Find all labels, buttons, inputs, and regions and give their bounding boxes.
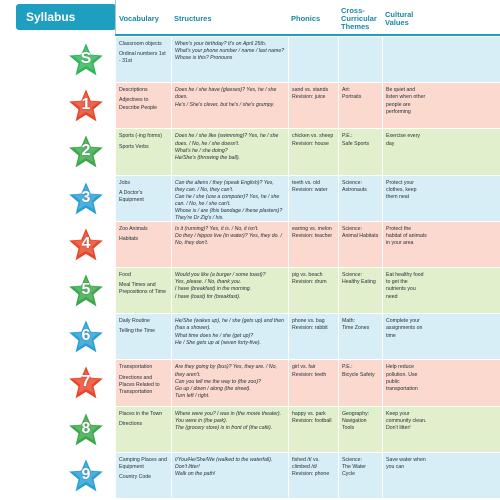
cell-line: Meal Times and Prepositions of Time — [119, 282, 166, 296]
row-band — [115, 360, 500, 405]
cell-line: Revision: drum — [292, 279, 327, 286]
cell-line: Eat healthy food to get the nutrients you need — [386, 272, 424, 300]
cell-line: Where were you? I was in (the movie theater). — [175, 410, 282, 417]
structures-cell — [171, 129, 288, 174]
cell-line: Ordinal numbers 1st - 31st — [119, 51, 166, 65]
unit-star — [66, 86, 116, 128]
themes-cell — [338, 83, 382, 128]
structures-cell — [171, 407, 288, 452]
cell-line: Descriptions — [119, 87, 148, 94]
unit-number: 8 — [81, 419, 91, 437]
cell-line: Protect the habitat of animals in your area — [386, 225, 427, 247]
phonics-cell — [288, 360, 338, 405]
row-band — [115, 314, 500, 359]
structures-cell — [171, 37, 288, 82]
cell-line: Bicycle Safety — [342, 371, 375, 378]
cell-line: Does he / she have (glasses)? Yes, he / she does. — [175, 87, 277, 101]
col-header-vocabulary: Vocabulary — [115, 0, 171, 36]
values-cell — [382, 453, 430, 498]
cell-line: Camping Places and Equipment — [119, 456, 167, 470]
vocabulary-cell — [115, 37, 171, 82]
cell-line: He's / She's clever, but he's / she's grumpy. — [175, 101, 275, 108]
syllabus-row — [0, 37, 500, 83]
vocabulary-cell — [115, 407, 171, 452]
phonics-cell — [288, 222, 338, 267]
cell-line: Can the aliens / they (speak English)? Yes, they can. / No, they can't. — [175, 179, 274, 193]
values-cell — [382, 222, 430, 267]
values-cell — [382, 37, 430, 82]
cell-line: I/You/He/She/We (walked to the waterfall). — [175, 456, 273, 463]
cell-line: Math: — [342, 318, 355, 325]
syllabus-row — [0, 314, 500, 360]
vocabulary-cell — [115, 314, 171, 359]
cell-line: Time Zones — [342, 325, 370, 332]
cell-line: Art: — [342, 87, 351, 94]
phonics-cell — [288, 407, 338, 452]
cell-line: You were in (the park). — [175, 417, 228, 424]
cell-line: Safe Sports — [342, 140, 370, 147]
cell-line: Revision: juice — [292, 94, 326, 101]
syllabus-row — [0, 129, 500, 175]
phonics-cell — [288, 268, 338, 313]
row-band — [115, 129, 500, 174]
cell-line: Healthy Eating — [342, 279, 376, 286]
cell-line: Sports (-ing forms) — [119, 133, 162, 140]
cell-line: Protect your clothes, keep them neat — [386, 179, 417, 200]
unit-star — [66, 179, 116, 221]
cell-line: Country Code — [119, 474, 152, 481]
cell-line: fished /t/ vs. climbed /d/ — [292, 456, 320, 470]
unit-star — [66, 225, 116, 267]
syllabus-tab: Syllabus — [16, 4, 116, 30]
unit-star — [66, 410, 116, 452]
unit-number: 1 — [81, 96, 91, 114]
cell-line: Save water when you can — [386, 456, 426, 470]
cell-line: He/She's (throwing the ball). — [175, 154, 241, 161]
col-header-structures: Structures — [174, 13, 212, 23]
cell-line: Science: — [342, 225, 362, 232]
unit-star — [66, 363, 116, 405]
themes-cell — [338, 37, 382, 82]
syllabus-row — [0, 222, 500, 268]
cell-line: Help reduce pollution. Use public transportation — [386, 364, 418, 392]
cell-line: Revision: house — [292, 140, 329, 147]
unit-number: 3 — [81, 188, 91, 206]
cell-line: pig vs. beach — [292, 272, 323, 278]
cell-line: Directions — [119, 420, 143, 427]
vocabulary-cell — [115, 268, 171, 313]
cell-line: Keep your community clean. Don't litter! — [386, 410, 427, 431]
cell-line: I have (breakfast) in the morning. — [175, 286, 252, 293]
cell-line: Places in the Town — [119, 410, 163, 417]
cell-line: Exercise every day — [386, 133, 421, 147]
row-band — [115, 37, 500, 82]
phonics-cell — [288, 176, 338, 221]
col-header-phonics: Phonics — [291, 13, 321, 23]
cell-line: Science: — [342, 272, 362, 278]
cell-line: Geography: — [342, 410, 370, 417]
cell-line: Daily Routine — [119, 318, 150, 325]
cell-line: Go up / down / along (the street). — [175, 385, 251, 392]
structures-cell — [171, 83, 288, 128]
syllabus-row — [0, 83, 500, 129]
row-band — [115, 453, 500, 498]
syllabus-row — [0, 176, 500, 222]
cell-line: Transportation — [119, 364, 153, 371]
cell-line: Habitats — [119, 235, 139, 242]
values-cell — [382, 314, 430, 359]
values-cell — [382, 407, 430, 452]
themes-cell — [338, 314, 382, 359]
vocabulary-cell — [115, 453, 171, 498]
cell-line: What's your phone number / name / last name? — [175, 48, 285, 55]
cell-line: A Doctor's Equipment — [119, 189, 144, 203]
unit-number: 9 — [81, 465, 91, 483]
structures-cell — [171, 268, 288, 313]
row-band — [115, 268, 500, 313]
cell-line: Revision: football — [292, 417, 332, 424]
cell-line: happy vs. park — [292, 410, 326, 417]
unit-star — [66, 456, 116, 498]
cell-line: Can he / she (use a computer)? Yes, he / she can. / No, he / she can't. — [175, 193, 280, 208]
cell-line: Science: — [342, 456, 362, 463]
header-underline — [115, 34, 500, 36]
unit-number: S — [80, 50, 92, 67]
cell-line: Are they going by (bus)? Yes, they are. / No, they aren't. — [175, 364, 277, 378]
col-header-themes: Cross-Curricular Themes — [341, 5, 377, 32]
cell-line: Science: — [342, 179, 362, 186]
cell-line: Whose is / are (this bandage / these plasters)? They're Dr Zig's / his. — [175, 208, 283, 221]
cell-line: Revision: rabbit — [292, 325, 328, 332]
row-band — [115, 407, 500, 452]
structures-cell — [171, 453, 288, 498]
vocabulary-cell — [115, 176, 171, 221]
cell-line: Complete your assignments on time — [386, 318, 423, 339]
values-cell — [382, 83, 430, 128]
row-band — [115, 176, 500, 221]
cell-line: Portraits — [342, 94, 362, 101]
cell-line: Turn left / right. — [175, 393, 210, 400]
phonics-cell — [288, 453, 338, 498]
phonics-cell — [288, 37, 338, 82]
cell-line: He/She (wakes up), he / she (gets up) and then (has a shower). — [175, 318, 285, 332]
cell-line: Zoo Animals — [119, 225, 148, 232]
col-header-values: Cultural Values — [385, 9, 414, 27]
cell-line: Do they / hippos live (in water)? Yes, they do. / No, they don't. — [175, 232, 282, 247]
themes-cell — [338, 222, 382, 267]
cell-line: Be quiet and listen when other people are performing — [386, 87, 426, 115]
unit-number: 4 — [81, 234, 91, 252]
cell-line: Revision: phone — [292, 471, 330, 478]
unit-number: 2 — [81, 142, 91, 160]
cell-line: Astronauts — [342, 186, 367, 193]
unit-star — [66, 271, 116, 313]
cell-line: The (grocery store) is in front of (the café). — [175, 424, 273, 431]
structures-cell — [171, 360, 288, 405]
header-row — [0, 0, 500, 36]
vocabulary-cell — [115, 222, 171, 267]
cell-line: phone vs. bag — [292, 318, 325, 325]
cell-line: Revision: water — [292, 186, 328, 193]
vocabulary-cell — [115, 360, 171, 405]
unit-number: 7 — [81, 373, 91, 391]
cell-line: Is it (running)? Yes, it is. / No, it isn't. — [175, 225, 259, 232]
cell-line: P.E.: — [342, 364, 353, 371]
cell-line: Telling the Time — [119, 328, 156, 335]
cell-line: Animal Habitats — [342, 232, 379, 239]
themes-cell — [338, 407, 382, 452]
cell-line: Classroom objects — [119, 41, 162, 47]
syllabus-row — [0, 453, 500, 499]
syllabus-row — [0, 268, 500, 314]
syllabus-row — [0, 360, 500, 406]
values-cell — [382, 176, 430, 221]
cell-line: chicken vs. sheep — [292, 133, 334, 140]
cell-line: Revision: teacher — [292, 232, 333, 239]
cell-line: girl vs. fair — [292, 364, 316, 371]
values-cell — [382, 360, 430, 405]
cell-line: Navigation Tools — [342, 417, 367, 431]
cell-line: sand vs. stands — [292, 87, 329, 94]
cell-line: Adjectives to Describe People — [119, 97, 158, 111]
cell-line: I have (toast) for (breakfast). — [175, 293, 241, 300]
cell-line: Does he / she like (swimming)? Yes, he / she does. / No, he / she doesn't. — [175, 133, 279, 147]
unit-star — [66, 40, 116, 82]
cell-line: Whose is this? Pronouns — [175, 55, 233, 62]
cell-line: Revision: teeth — [292, 371, 327, 378]
syllabus-row — [0, 407, 500, 453]
vocabulary-cell — [115, 129, 171, 174]
structures-cell — [171, 314, 288, 359]
cell-line: Can you tell me the way to (the zoo)? — [175, 378, 261, 385]
themes-cell — [338, 453, 382, 498]
cell-line: earring vs. melon — [292, 225, 332, 232]
cell-line: Don't litter! — [175, 463, 200, 470]
phonics-cell — [288, 314, 338, 359]
values-cell — [382, 129, 430, 174]
cell-line: What time does he / she (get up)? — [175, 332, 254, 339]
phonics-cell — [288, 83, 338, 128]
unit-number: 6 — [81, 327, 91, 345]
cell-line: The Water Cycle — [342, 463, 367, 478]
cell-line: Food — [119, 272, 131, 278]
unit-number: 5 — [81, 281, 91, 298]
themes-cell — [338, 176, 382, 221]
themes-cell — [338, 360, 382, 405]
cell-line: Would you like (a burger / some toast)? — [175, 272, 266, 278]
cell-line: teeth vs. old — [292, 179, 320, 186]
unit-star — [66, 317, 116, 359]
values-cell — [382, 268, 430, 313]
cell-line: Jobs — [119, 179, 130, 186]
vocabulary-cell — [115, 83, 171, 128]
cell-line: When's your birthday? It's on April 25th. — [175, 41, 267, 47]
cell-line: P.E.: — [342, 133, 353, 140]
cell-line: He / She gets up at (seven forty-five). — [175, 339, 261, 346]
cell-line: Sports Verbs — [119, 143, 149, 150]
phonics-cell — [288, 129, 338, 174]
structures-cell — [171, 176, 288, 221]
cell-line: What's he / she doing? — [175, 147, 228, 154]
cell-line: Yes, please. / No, thank you. — [175, 279, 242, 286]
themes-cell — [338, 268, 382, 313]
structures-cell — [171, 222, 288, 267]
unit-star — [66, 132, 116, 174]
cell-line: Directions and Places Related to Transportation — [119, 374, 160, 395]
row-band — [115, 83, 500, 128]
cell-line: Walk on the path! — [175, 471, 216, 478]
row-band — [115, 222, 500, 267]
themes-cell — [338, 129, 382, 174]
